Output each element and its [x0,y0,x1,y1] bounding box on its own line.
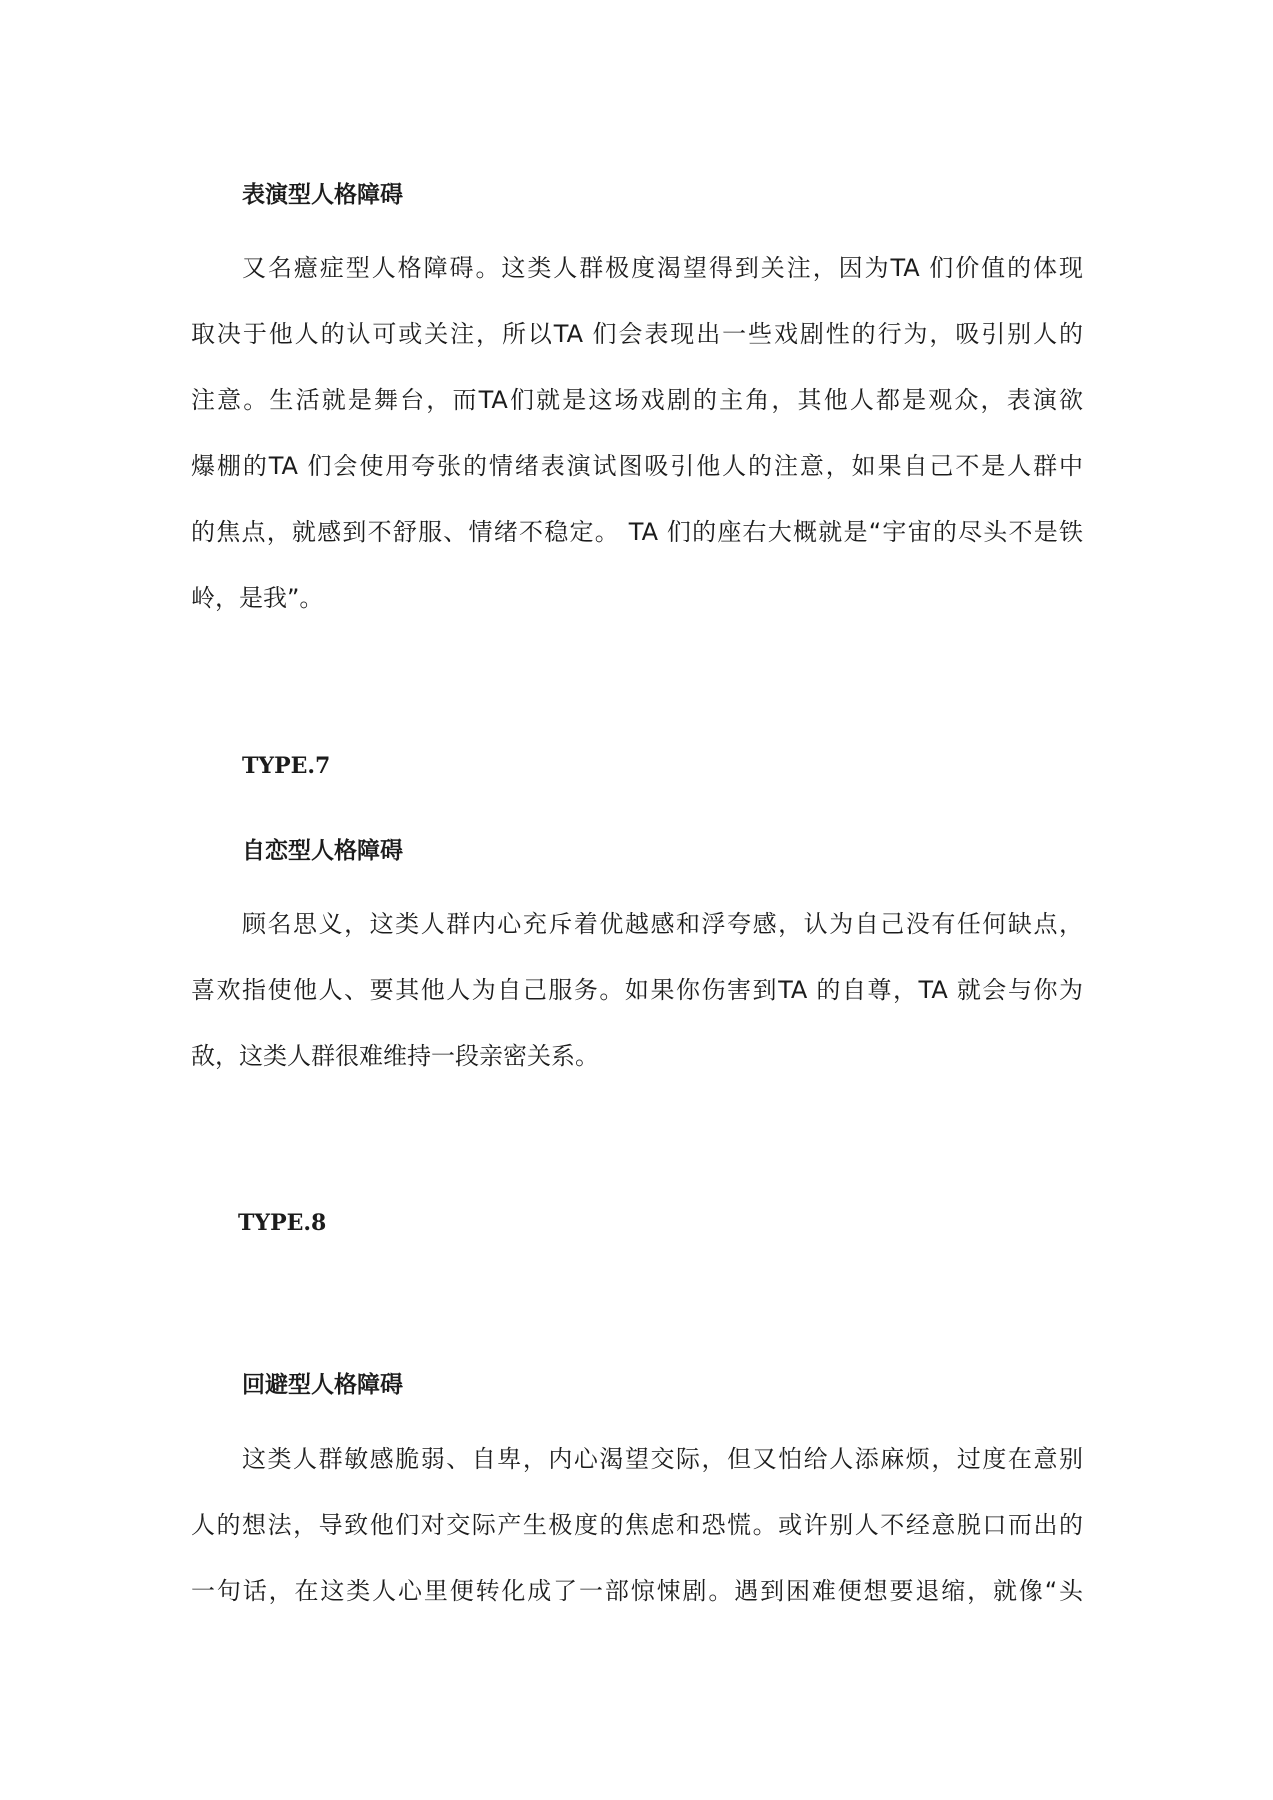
section-heading: 表演型人格障碍 [242,182,403,208]
type-label: TYPE.7 [242,753,331,779]
section-heading: 回避型人格障碍 [242,1372,403,1398]
paragraph-line: 敌，这类人群很难维持一段亲密关系。 [191,1042,599,1070]
paragraph-line: 人的想法，导致他们对交际产生极度的焦虑和恐慌。或许别人不经意脱口而出的 [191,1511,1083,1539]
paragraph-line: 喜欢指使他人、要其他人为自己服务。如果你伤害到TA 的自尊，TA 就会与你为 [191,976,1083,1004]
paragraph-line: 注意。生活就是舞台，而TA们就是这场戏剧的主角，其他人都是观众，表演欲 [191,386,1083,414]
paragraph-line: 的焦点，就感到不舒服、情绪不稳定。 TA 们的座右大概就是“宇宙的尽头不是铁 [191,518,1083,546]
section-heading: 自恋型人格障碍 [242,838,403,864]
paragraph-line: 岭，是我”。 [191,584,324,612]
paragraph-line: 又名癔症型人格障碍。这类人群极度渴望得到关注，因为TA 们价值的体现 [242,254,1083,282]
paragraph-line: 这类人群敏感脆弱、自卑，内心渴望交际，但又怕给人添麻烦，过度在意别 [242,1445,1083,1473]
paragraph-line: 爆棚的TA 们会使用夸张的情绪表演试图吸引他人的注意，如果自己不是人群中 [191,452,1083,480]
paragraph-line: 顾名思义，这类人群内心充斥着优越感和浮夸感，认为自己没有任何缺点， [242,910,1083,938]
type-label: TYPE.8 [238,1210,327,1236]
paragraph-line: 取决于他人的认可或关注，所以TA 们会表现出一些戏剧性的行为，吸引别人的 [191,320,1083,348]
paragraph-line: 一句话，在这类人心里便转化成了一部惊悚剧。遇到困难便想要退缩，就像“头 [191,1577,1083,1605]
